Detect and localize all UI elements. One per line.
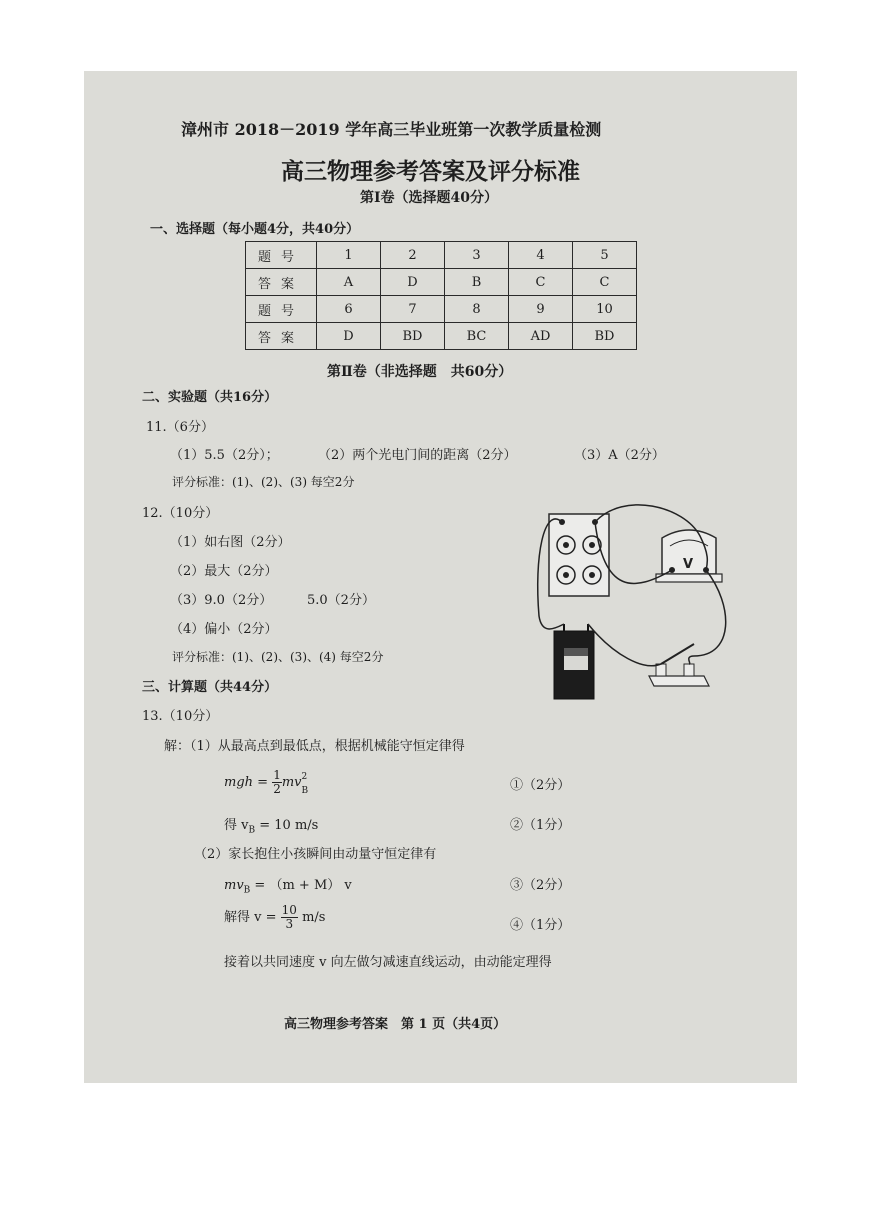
q13-continue: 接着以共同速度 v 向左做匀减速直线运动，由动能定理得 bbox=[224, 955, 552, 970]
fraction-ten-thirds: $\frac{10}{3}$ bbox=[281, 903, 297, 931]
resistance-box bbox=[549, 514, 609, 596]
table-row: 题号 1 2 3 4 5 bbox=[246, 242, 637, 269]
q11-answer-3: （3）A（2分） bbox=[574, 448, 665, 463]
part2-heading: 第Ⅱ卷（非选择题 共60分） bbox=[327, 364, 513, 380]
voltmeter-symbol: V bbox=[683, 557, 694, 572]
section1-heading: 一、选择题（每小题4分，共40分） bbox=[150, 222, 360, 237]
section2-heading: 二、实验题（共16分） bbox=[142, 390, 278, 405]
equation-3-score: ③（2分） bbox=[510, 878, 571, 893]
q13-part2: （2）家长抱住小孩瞬间由动量守恒定律有 bbox=[194, 847, 437, 862]
table-row: 答案 D BD BC AD BD bbox=[246, 323, 637, 350]
q12-answer-4: （4）偏小（2分） bbox=[170, 622, 278, 637]
scanned-page bbox=[84, 71, 797, 1083]
q12-answer-3b: 5.0（2分） bbox=[307, 593, 375, 608]
equation-2-score: ②（1分） bbox=[510, 818, 571, 833]
q12-scoring: 评分标准：(1)、(2)、(3)、(4) 每空2分 bbox=[172, 650, 384, 664]
switch bbox=[649, 676, 709, 686]
q12-answer-3a: （3）9.0（2分） bbox=[170, 593, 273, 608]
page-footer: 高三物理参考答案 第 1 页（共4页） bbox=[284, 1017, 507, 1032]
part1-heading: 第Ⅰ卷（选择题40分） bbox=[360, 190, 499, 206]
q11-scoring: 评分标准：(1)、(2)、(3) 每空2分 bbox=[172, 475, 355, 489]
equation-4-score: ④（1分） bbox=[510, 918, 571, 933]
q11-answer-1: （1）5.5（2分）； bbox=[170, 448, 279, 463]
q13-intro: 解：（1）从最高点到最低点，根据机械能守恒定律得 bbox=[164, 739, 465, 754]
fraction-half: $\frac{1}{2}$ bbox=[273, 768, 281, 796]
equation-3: $mv_B = (m + M)$ v bbox=[224, 878, 352, 896]
answer-table bbox=[245, 241, 637, 350]
equation-1: mgh = $\frac{1}{2}$ mv 2 B bbox=[224, 768, 309, 796]
page-title: 高三物理参考答案及评分标准 bbox=[281, 158, 580, 185]
equation-4: 解得 v = $\frac{10}{3}$ m/s bbox=[224, 903, 326, 931]
q12-answer-1: （1）如右图（2分） bbox=[170, 535, 291, 550]
q12-label: 12.（10分） bbox=[142, 506, 219, 521]
q12-answer-2: （2）最大（2分） bbox=[170, 564, 278, 579]
circuit-diagram bbox=[534, 496, 754, 711]
section3-heading: 三、计算题（共44分） bbox=[142, 680, 278, 695]
equation-1-score: ①（2分） bbox=[510, 778, 571, 793]
table-row: 答案 A D B C C bbox=[246, 269, 637, 296]
q13-label: 13.（10分） bbox=[142, 709, 219, 724]
exam-subtitle: 漳州市 2018－2019 学年高三毕业班第一次教学质量检测 bbox=[181, 120, 602, 139]
q11-answer-2: （2）两个光电门间的距离（2分） bbox=[318, 448, 517, 463]
q11-label: 11.（6分） bbox=[146, 420, 214, 435]
equation-2: 得 $v_B = 10$ m/s bbox=[224, 818, 319, 836]
table-row: 题号 6 7 8 9 10 bbox=[246, 296, 637, 323]
